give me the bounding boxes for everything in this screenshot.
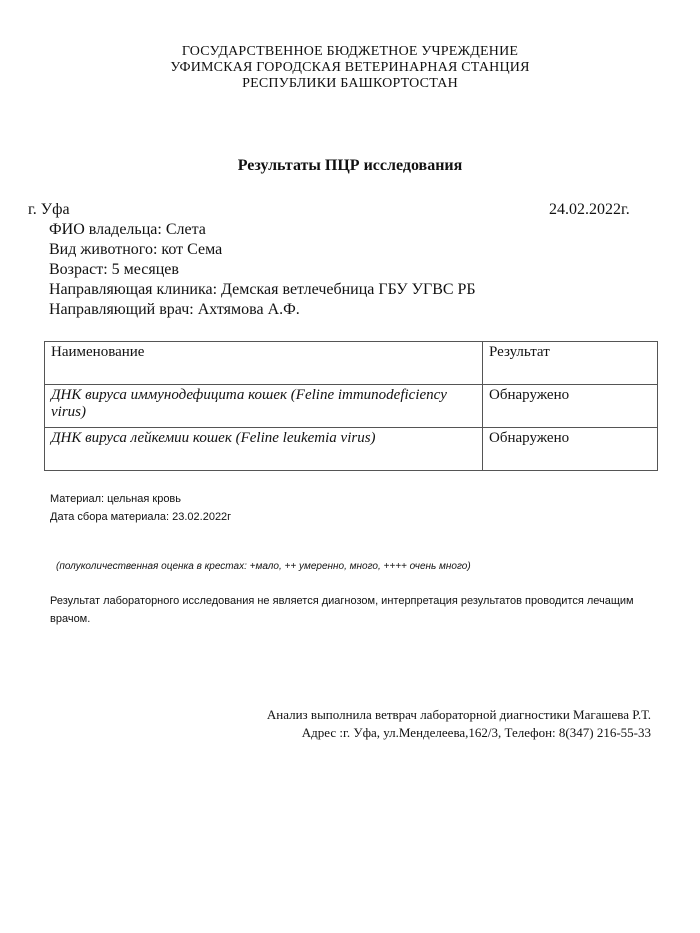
material-info (50, 490, 231, 526)
document-title: Результаты ПЦР исследования (237, 157, 463, 174)
collection-date: Дата сбора материала: 23.02.2022г (50, 511, 232, 523)
disclaimer: Результат лабораторного исследования не является диагнозом, интерпретация результатов проводится лечащим врачом. (50, 595, 634, 625)
header-line-3: РЕСПУБЛИКИ БАШКОРТОСТАН (242, 76, 458, 91)
footer (0, 706, 651, 742)
header-line-1: ГОСУДАРСТВЕННОЕ БЮДЖЕТНОЕ УЧРЕЖДЕНИЕ (181, 44, 519, 59)
clinic-field: Направляющая клиника: Демская ветлечебница ГБУ УГВС РБ (49, 281, 476, 298)
table-row (45, 428, 658, 471)
material-type: Материал: цельная кровь (50, 493, 182, 505)
age-field: Возраст: 5 месяцев (49, 261, 179, 278)
test-result-cell: Обнаружено (483, 385, 658, 428)
document-date: 24.02.2022г. (549, 201, 630, 218)
address-line: Адрес :г. Уфа, ул.Менделеева,162/3, Телефон: 8(347) 216-55-33 (301, 725, 651, 740)
city: г. Уфа (28, 201, 70, 218)
test-result-cell: Обнаружено (483, 428, 658, 471)
results-table (44, 341, 658, 471)
test-name-cell: ДНК вируса иммунодефицита кошек (Feline immunodeficiency virus) (45, 385, 483, 428)
header-line-2: УФИМСКАЯ ГОРОДСКАЯ ВЕТЕРИНАРНАЯ СТАНЦИЯ (170, 60, 530, 75)
owner-field: ФИО владельца: Слета (49, 221, 206, 238)
institution-header (0, 44, 700, 92)
table-header-row (45, 342, 658, 385)
patient-info (49, 220, 476, 320)
scale-note: (полуколичественная оценка в крестах: +мало, ++ умеренно, много, ++++ очень много) (56, 561, 471, 572)
analyst-line: Анализ выполнила ветврач лабораторной диагностики Магашева Р.Т. (266, 707, 651, 722)
doctor-field: Направляющий врач: Ахтямова А.Ф. (49, 301, 300, 318)
table-row (45, 385, 658, 428)
animal-field: Вид животного: кот Сема (49, 241, 223, 258)
column-header-result: Результат (483, 342, 658, 385)
column-header-name: Наименование (45, 342, 483, 385)
test-name-cell: ДНК вируса лейкемии кошек (Feline leukemia virus) (45, 428, 483, 471)
